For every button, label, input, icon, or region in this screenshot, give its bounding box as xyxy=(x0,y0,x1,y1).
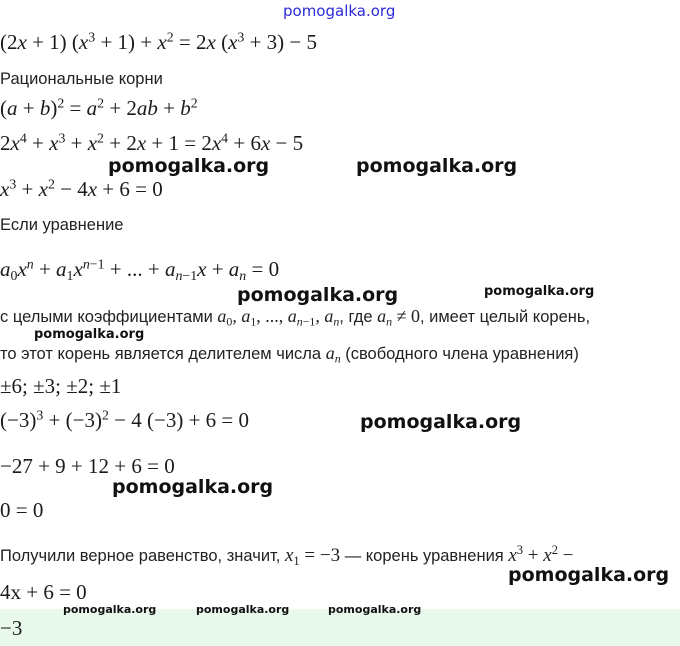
identity-formula: $(a + b)^2 = a^2 + 2ab + b^2$ xyxy=(0,95,198,120)
watermark: pomogalka.org xyxy=(196,603,290,616)
equation-original: (2x + 1) $(x^3 + 1) + x^2 = 2x$ $(x^3 + 3) - 5$ xyxy=(0,29,318,54)
watermark: pomogalka.org xyxy=(34,327,145,342)
watermark: pomogalka.org xyxy=(328,603,422,616)
general-polynomial: $a_0x^n + a_1x^{n-1}$ + ... + $a_{n-1}x + a_n = 0$ xyxy=(0,256,280,284)
theorem-line-1: с целыми коэффициентами $a_0$, $a_1$, ..., $a_{n-1}$, $a_n$, где $a_n \ne 0$, имеет целый корень, xyxy=(0,306,591,329)
result-check: 0 = 0 xyxy=(0,498,44,522)
section-heading: Рациональные корни xyxy=(0,70,163,88)
arithmetic-check: −27 + 9 + 12 + 6 = 0 xyxy=(0,454,175,478)
watermark: pomogalka.org xyxy=(108,155,270,177)
equation-reduced: $x^3 + x^2 - 4x + 6 = 0$ xyxy=(0,176,163,201)
watermark-header: pomogalka.org xyxy=(283,2,396,20)
divisors-list: ±6; ±3; ±2; ±1 xyxy=(0,374,122,398)
equation-expanded: $2x^4 + x^3 + x^2 + 2x + 1 = 2x^4 + 6x - 5$ xyxy=(0,130,304,155)
watermark: pomogalka.org xyxy=(508,564,670,586)
watermark: pomogalka.org xyxy=(356,155,518,177)
watermark: pomogalka.org xyxy=(237,284,399,306)
watermark: pomogalka.org xyxy=(112,476,274,498)
conclusion-line-2: 4x + 6 = 0 xyxy=(0,580,87,604)
watermark: pomogalka.org xyxy=(63,603,157,616)
watermark: pomogalka.org xyxy=(360,411,522,433)
watermark: pomogalka.org xyxy=(484,284,595,299)
substitution-check: $(-3)^3 + (-3)^2 - 4$ (−3) + 6 = 0 xyxy=(0,407,250,432)
answer-value: −3 xyxy=(0,616,23,640)
conclusion-line-1: Получили верное равенство, значит, $x_1 = -3$ — корень уравнения $x^3 + x^2$ − xyxy=(0,543,574,568)
theorem-line-2: то этот корень является делителем числа $a_n$ (свободного члена уравнения) xyxy=(0,343,579,366)
text-if-equation: Если уравнение xyxy=(0,216,124,234)
